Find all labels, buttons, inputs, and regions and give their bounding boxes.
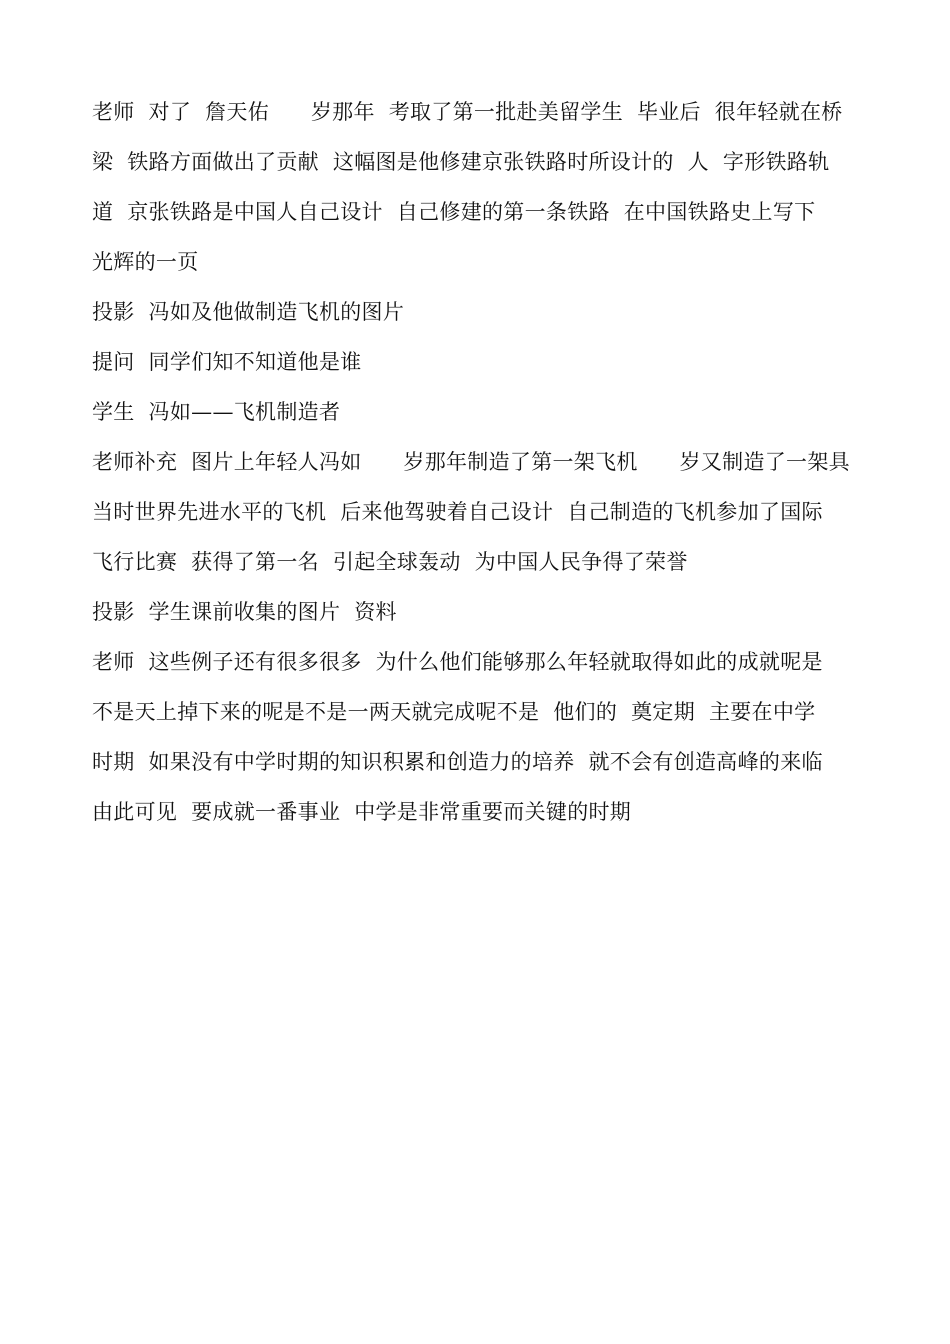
text-line: 投影 学生课前收集的图片 资料 bbox=[92, 600, 397, 624]
text-line: 时期 如果没有中学时期的知识积累和创造力的培养 就不会有创造高峰的来临 bbox=[92, 750, 823, 774]
text-line: 老师补充 图片上年轻人冯如 岁那年制造了第一架飞机 岁又制造了一架具 bbox=[92, 450, 850, 474]
text-line: 飞行比赛 获得了第一名 引起全球轰动 为中国人民争得了荣誉 bbox=[92, 550, 688, 574]
text-line: 不是天上掉下来的呢是不是一两天就完成呢不是 他们的 奠定期 主要在中学 bbox=[92, 700, 816, 724]
text-line: 老师 这些例子还有很多很多 为什么他们能够那么年轻就取得如此的成就呢是 bbox=[92, 650, 823, 674]
text-line: 由此可见 要成就一番事业 中学是非常重要而关键的时期 bbox=[92, 800, 632, 824]
text-line: 学生 冯如——飞机制造者 bbox=[92, 400, 341, 424]
text-line: 投影 冯如及他做制造飞机的图片 bbox=[92, 300, 405, 324]
text-line: 老师 对了 詹天佑 岁那年 考取了第一批赴美留学生 毕业后 很年轻就在桥 bbox=[92, 100, 843, 124]
text-line: 道 京张铁路是中国人自己设计 自己修建的第一条铁路 在中国铁路史上写下 bbox=[92, 200, 816, 224]
text-line: 光辉的一页 bbox=[92, 250, 199, 274]
text-line: 当时世界先进水平的飞机 后来他驾驶着自己设计 自己制造的飞机参加了国际 bbox=[92, 500, 823, 524]
document-body bbox=[92, 92, 872, 842]
text-line: 梁 铁路方面做出了贡献 这幅图是他修建京张铁路时所设计的 人 字形铁路轨 bbox=[92, 150, 830, 174]
text-line: 提问 同学们知不知道他是谁 bbox=[92, 350, 362, 374]
